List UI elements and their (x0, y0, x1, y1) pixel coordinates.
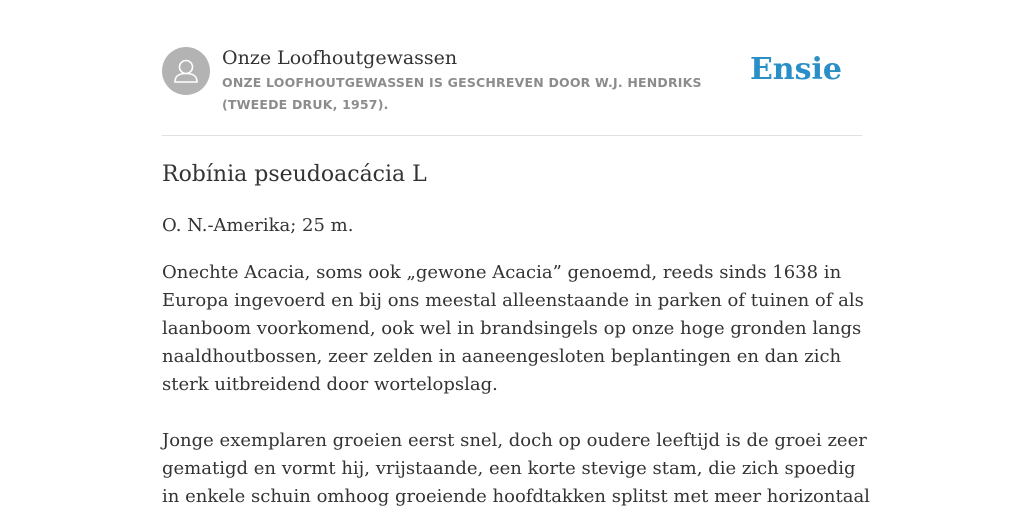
header-divider (162, 135, 862, 136)
source-title[interactable]: Onze Loofhoutgewassen (222, 47, 458, 69)
article-origin: O. N.-Amerika; 25 m. (162, 215, 354, 236)
source-description: ONZE LOOFHOUTGEWASSEN IS GESCHREVEN DOOR W.J. HENDRIKS (TWEEDE DRUK, 1957). (222, 75, 702, 112)
article-paragraph-1: Onechte Acacia, soms ook „gewone Acacia” genoemd, reeds sinds 1638 in Europa ingevoerd en bij ons meestal alleenstaande in parken of tuinen of als laanboom voorkomend, ook wel in brandsingels op onze hoge gronden langs naaldhoutbossen, zeer zelden in aaneengesloten beplantingen en dan zich sterk uitbreidend door wortelopslag. (162, 262, 864, 395)
user-avatar-icon[interactable] (162, 47, 210, 95)
article-content (162, 212, 874, 512)
source-header (162, 46, 862, 116)
article-title: Robínia pseudoacácia L (162, 162, 427, 187)
article-paragraph-2: Jonge exemplaren groeien eerst snel, doch op oudere leeftijd is de groei zeer gematigd en vormt hij, vrijstaande, een korte stevige stam, die zich spoedig in enkele schuin omhoog groeiende hoofdtakken splitst met meer horizontaal (162, 430, 870, 507)
brand-logo[interactable]: Ensie (749, 52, 842, 87)
